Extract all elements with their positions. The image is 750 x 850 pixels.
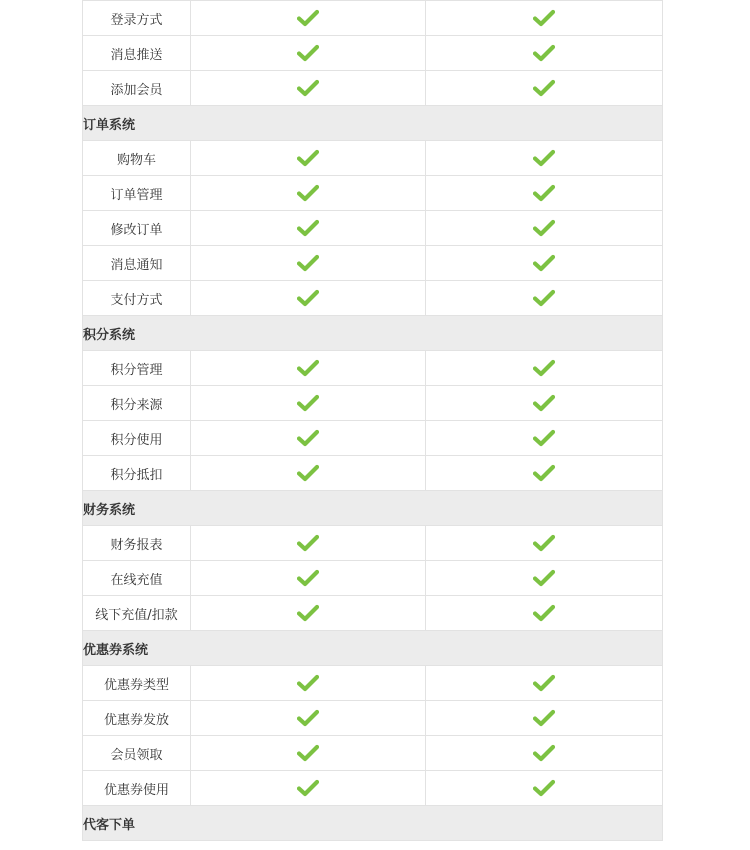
table-row <box>83 526 663 561</box>
feature-name: 积分来源 <box>83 386 191 421</box>
section-title: 财务系统 <box>83 491 663 526</box>
table-row <box>83 596 663 631</box>
check-icon <box>297 149 319 167</box>
table-row <box>83 421 663 456</box>
section-header-row <box>83 631 663 666</box>
table-row <box>83 281 663 316</box>
support-cell-a <box>191 666 426 701</box>
section-header-row <box>83 316 663 351</box>
support-cell-a <box>191 456 426 491</box>
feature-name: 消息通知 <box>83 246 191 281</box>
check-icon <box>533 219 555 237</box>
check-icon <box>297 254 319 272</box>
check-icon <box>297 219 319 237</box>
support-cell-a <box>191 386 426 421</box>
table-row <box>83 666 663 701</box>
support-cell-b <box>426 666 663 701</box>
section-title: 积分系统 <box>83 316 663 351</box>
support-cell-a <box>191 526 426 561</box>
support-cell-a <box>191 1 426 36</box>
support-cell-b <box>426 596 663 631</box>
check-icon <box>533 429 555 447</box>
feature-name: 订单管理 <box>83 176 191 211</box>
feature-name: 支付方式 <box>83 281 191 316</box>
feature-name: 修改订单 <box>83 211 191 246</box>
feature-name: 优惠券发放 <box>83 701 191 736</box>
check-icon <box>297 79 319 97</box>
support-cell-b <box>426 1 663 36</box>
table-row <box>83 456 663 491</box>
feature-name: 积分抵扣 <box>83 456 191 491</box>
support-cell-a <box>191 71 426 106</box>
check-icon <box>297 429 319 447</box>
support-cell-b <box>426 526 663 561</box>
support-cell-a <box>191 141 426 176</box>
check-icon <box>533 44 555 62</box>
support-cell-b <box>426 246 663 281</box>
section-title: 优惠券系统 <box>83 631 663 666</box>
feature-name: 优惠券类型 <box>83 666 191 701</box>
table-row <box>83 386 663 421</box>
support-cell-a <box>191 596 426 631</box>
support-cell-a <box>191 701 426 736</box>
support-cell-a <box>191 351 426 386</box>
check-icon <box>533 534 555 552</box>
check-icon <box>297 534 319 552</box>
feature-name: 购物车 <box>83 141 191 176</box>
table-row <box>83 246 663 281</box>
check-icon <box>297 44 319 62</box>
check-icon <box>297 744 319 762</box>
support-cell-b <box>426 736 663 771</box>
support-cell-a <box>191 281 426 316</box>
support-cell-b <box>426 421 663 456</box>
check-icon <box>533 744 555 762</box>
support-cell-b <box>426 176 663 211</box>
table-body <box>83 1 663 841</box>
support-cell-a <box>191 246 426 281</box>
check-icon <box>297 709 319 727</box>
check-icon <box>297 779 319 797</box>
support-cell-b <box>426 386 663 421</box>
check-icon <box>533 254 555 272</box>
support-cell-b <box>426 36 663 71</box>
check-icon <box>533 79 555 97</box>
support-cell-a <box>191 736 426 771</box>
table-row <box>83 736 663 771</box>
section-title: 代客下单 <box>83 806 663 841</box>
feature-name: 积分管理 <box>83 351 191 386</box>
check-icon <box>533 569 555 587</box>
table-row <box>83 701 663 736</box>
check-icon <box>533 184 555 202</box>
check-icon <box>297 674 319 692</box>
check-icon <box>297 394 319 412</box>
support-cell-b <box>426 211 663 246</box>
support-cell-b <box>426 71 663 106</box>
section-title: 订单系统 <box>83 106 663 141</box>
feature-name: 线下充值/扣款 <box>83 596 191 631</box>
section-header-row <box>83 106 663 141</box>
feature-name: 登录方式 <box>83 1 191 36</box>
check-icon <box>533 604 555 622</box>
support-cell-a <box>191 36 426 71</box>
feature-name: 消息推送 <box>83 36 191 71</box>
check-icon <box>297 9 319 27</box>
feature-name: 财务报表 <box>83 526 191 561</box>
feature-name: 在线充值 <box>83 561 191 596</box>
check-icon <box>297 359 319 377</box>
feature-name: 会员领取 <box>83 736 191 771</box>
support-cell-b <box>426 281 663 316</box>
check-icon <box>533 709 555 727</box>
check-icon <box>297 604 319 622</box>
check-icon <box>533 149 555 167</box>
table-row <box>83 71 663 106</box>
table-row <box>83 561 663 596</box>
support-cell-b <box>426 141 663 176</box>
support-cell-b <box>426 771 663 806</box>
support-cell-a <box>191 421 426 456</box>
feature-name: 添加会员 <box>83 71 191 106</box>
check-icon <box>533 9 555 27</box>
check-icon <box>533 674 555 692</box>
table-row <box>83 1 663 36</box>
support-cell-b <box>426 456 663 491</box>
check-icon <box>533 394 555 412</box>
check-icon <box>297 184 319 202</box>
support-cell-b <box>426 561 663 596</box>
support-cell-a <box>191 176 426 211</box>
support-cell-a <box>191 211 426 246</box>
check-icon <box>297 464 319 482</box>
feature-comparison-table <box>82 0 663 841</box>
support-cell-a <box>191 561 426 596</box>
check-icon <box>533 359 555 377</box>
feature-name: 优惠券使用 <box>83 771 191 806</box>
support-cell-b <box>426 351 663 386</box>
table-row <box>83 176 663 211</box>
check-icon <box>533 289 555 307</box>
support-cell-b <box>426 701 663 736</box>
support-cell-a <box>191 771 426 806</box>
section-header-row <box>83 806 663 841</box>
check-icon <box>297 569 319 587</box>
table-row <box>83 771 663 806</box>
table-row <box>83 351 663 386</box>
table-row <box>83 211 663 246</box>
table-row <box>83 36 663 71</box>
section-header-row <box>83 491 663 526</box>
check-icon <box>533 779 555 797</box>
table-row <box>83 141 663 176</box>
check-icon <box>533 464 555 482</box>
feature-name: 积分使用 <box>83 421 191 456</box>
check-icon <box>297 289 319 307</box>
